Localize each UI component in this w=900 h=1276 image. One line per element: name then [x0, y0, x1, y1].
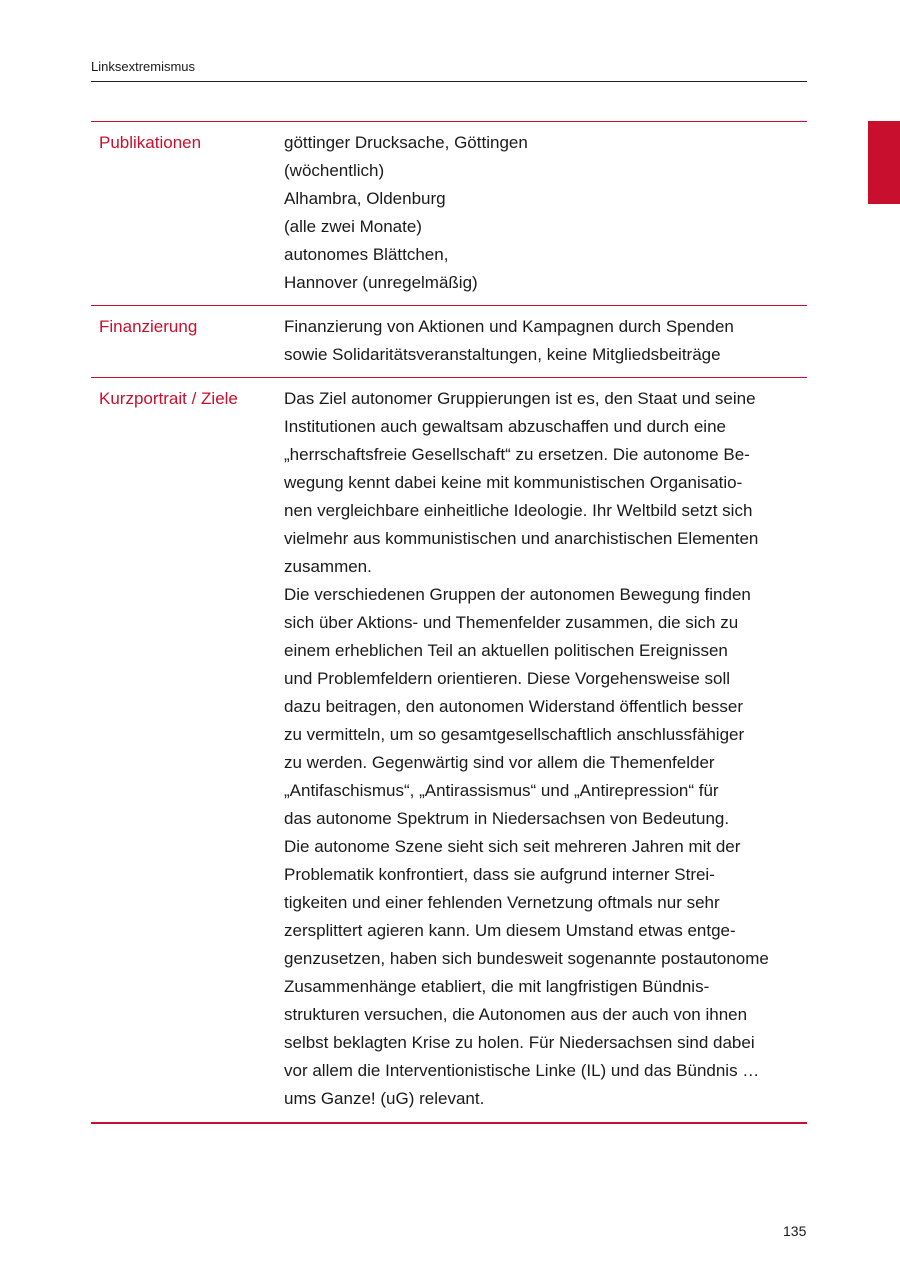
text-line: göttinger Drucksache, Göttingen — [284, 133, 528, 152]
text-line: einem erheblichen Teil an aktuellen politischen Ereignissen — [284, 641, 728, 660]
text-line: (alle zwei Monate) — [284, 217, 422, 236]
text-line: Zusammenhänge etabliert, die mit langfristigen Bündnis- — [284, 977, 710, 996]
table-row-finanzierung — [91, 305, 807, 377]
text-line: sowie Solidaritätsveranstaltungen, keine Mitgliedsbeiträge — [284, 345, 721, 364]
text-line: genzusetzen, haben sich bundesweit sogenannte postautonome — [284, 949, 769, 968]
row-content — [284, 313, 807, 369]
text-line: (wöchentlich) — [284, 161, 385, 180]
text-line: „Antifaschismus“, „Antirassismus“ und „Antirepression“ für — [284, 781, 719, 800]
text-line: Die verschiedenen Gruppen der autonomen Bewegung finden — [284, 585, 751, 604]
text-line: zu werden. Gegenwärtig sind vor allem die Themenfelder — [284, 753, 715, 772]
text-line: ums Ganze! (uG) relevant. — [284, 1089, 485, 1108]
text-line: dazu beitragen, den autonomen Widerstand öffentlich besser — [284, 697, 743, 716]
running-header: Linksextremismus — [91, 59, 196, 74]
row-content — [284, 129, 807, 297]
text-line: wegung kennt dabei keine mit kommunistischen Organisatio- — [284, 473, 743, 492]
text-line: Problematik konfrontiert, dass sie aufgrund interner Strei- — [284, 865, 715, 884]
table-row-publikationen — [91, 121, 807, 305]
text-line: und Problemfeldern orientieren. Diese Vorgehensweise soll — [284, 669, 731, 688]
text-line: Das Ziel autonomer Gruppierungen ist es, den Staat und seine — [284, 389, 756, 408]
text-line: „herrschaftsfreie Gesellschaft“ zu ersetzen. Die autonome Be- — [284, 445, 750, 464]
chapter-tab-marker — [868, 121, 900, 204]
header-rule — [91, 81, 807, 82]
row-label: Finanzierung — [99, 317, 198, 336]
text-line: sich über Aktions- und Themenfelder zusammen, die sich zu — [284, 613, 739, 632]
text-line: das autonome Spektrum in Niedersachsen von Bedeutung. — [284, 809, 730, 828]
text-line: Hannover (unregelmäßig) — [284, 273, 478, 292]
text-line: zu vermitteln, um so gesamtgesellschaftlich anschlussfähiger — [284, 725, 745, 744]
text-line: Institutionen auch gewaltsam abzuschaffen und durch eine — [284, 417, 726, 436]
text-line: tigkeiten und einer fehlenden Vernetzung oftmals nur sehr — [284, 893, 720, 912]
text-line: vielmehr aus kommunistischen und anarchistischen Elementen — [284, 529, 759, 548]
text-line: vor allem die Interventionistische Linke (IL) und das Bündnis … — [284, 1061, 760, 1080]
text-line: Die autonome Szene sieht sich seit mehreren Jahren mit der — [284, 837, 741, 856]
page-number: 135 — [783, 1223, 807, 1239]
info-table — [91, 121, 807, 1124]
text-line: nen vergleichbare einheitliche Ideologie. Ihr Weltbild setzt sich — [284, 501, 753, 520]
text-line: Finanzierung von Aktionen und Kampagnen durch Spenden — [284, 317, 734, 336]
row-content — [284, 385, 807, 1113]
row-label: Publikationen — [99, 133, 202, 152]
text-line: Alhambra, Oldenburg — [284, 189, 446, 208]
text-line: zersplittert agieren kann. Um diesem Umstand etwas entge- — [284, 921, 736, 940]
text-line: zusammen. — [284, 557, 372, 576]
table-row-kurzportrait — [91, 377, 807, 1124]
text-line: selbst beklagten Krise zu holen. Für Niedersachsen sind dabei — [284, 1033, 755, 1052]
text-line: strukturen versuchen, die Autonomen aus der auch von ihnen — [284, 1005, 748, 1024]
row-label: Kurzportrait / Ziele — [99, 389, 238, 408]
text-line: autonomes Blättchen, — [284, 245, 449, 264]
